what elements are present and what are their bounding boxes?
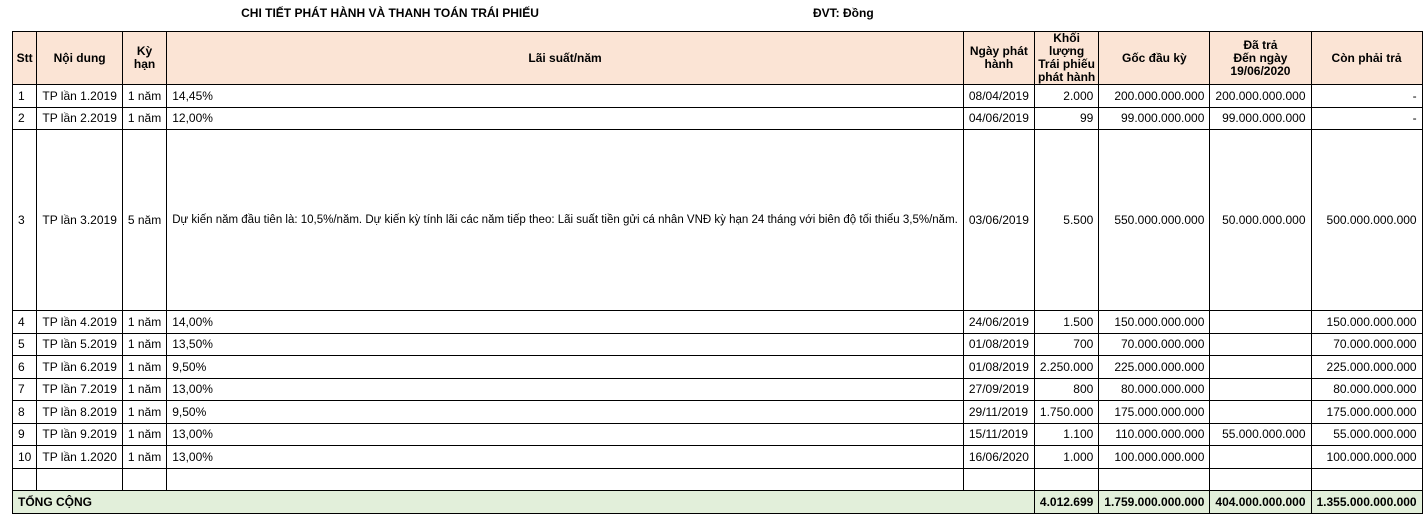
cell-da-tra (1210, 378, 1311, 401)
cell-khoi-luong: 1.100 (1034, 423, 1098, 446)
cell-con-phai-tra: 150.000.000.000 (1311, 311, 1422, 334)
empty-cell (37, 468, 123, 490)
cell-ky-han: 1 năm (122, 356, 166, 379)
col-header-da-tra-line1: Đã trả (1243, 37, 1278, 52)
empty-cell (167, 468, 964, 490)
col-header-ky-han: Kỳ hạn (122, 32, 166, 85)
cell-da-tra: 200.000.000.000 (1210, 85, 1311, 108)
cell-ngay-phat-hanh: 03/06/2019 (963, 130, 1034, 311)
cell-khoi-luong: 5.500 (1034, 130, 1098, 311)
table-row (13, 85, 1423, 108)
empty-cell (1034, 468, 1098, 490)
cell-stt: 3 (13, 130, 37, 311)
cell-goc-dau-ky: 200.000.000.000 (1099, 85, 1210, 108)
cell-goc-dau-ky: 99.000.000.000 (1099, 107, 1210, 130)
cell-da-tra (1210, 356, 1311, 379)
table-row (13, 311, 1423, 334)
report-title: CHI TIẾT PHÁT HÀNH VÀ THANH TOÁN TRÁI PHIẾU (241, 6, 539, 20)
cell-ky-han: 1 năm (122, 333, 166, 356)
empty-cell (122, 468, 166, 490)
col-header-noi-dung: Nội dung (37, 32, 123, 85)
cell-khoi-luong: 1.000 (1034, 446, 1098, 469)
cell-ky-han: 1 năm (122, 311, 166, 334)
empty-cell (13, 468, 37, 490)
cell-ngay-phat-hanh: 01/08/2019 (963, 356, 1034, 379)
cell-con-phai-tra: 100.000.000.000 (1311, 446, 1422, 469)
table-row (13, 107, 1423, 130)
cell-khoi-luong: 700 (1034, 333, 1098, 356)
cell-khoi-luong: 800 (1034, 378, 1098, 401)
cell-lai-suat: 13,00% (167, 423, 964, 446)
cell-con-phai-tra: 55.000.000.000 (1311, 423, 1422, 446)
cell-stt: 9 (13, 423, 37, 446)
cell-goc-dau-ky: 100.000.000.000 (1099, 446, 1210, 469)
cell-con-phai-tra: 225.000.000.000 (1311, 356, 1422, 379)
cell-ngay-phat-hanh: 01/08/2019 (963, 333, 1034, 356)
cell-noi-dung: TP lần 2.2019 (37, 107, 123, 130)
cell-noi-dung: TP lần 5.2019 (37, 333, 123, 356)
cell-lai-suat: Dự kiến năm đầu tiên là: 10,5%/năm. Dự kiến kỳ tính lãi các năm tiếp theo: Lãi suất tiền gửi cá nhân VNĐ kỳ hạn 24 tháng với biên độ tối thiểu 3,5%/năm. (167, 130, 964, 311)
cell-khoi-luong: 2.000 (1034, 85, 1098, 108)
cell-stt: 7 (13, 378, 37, 401)
cell-lai-suat: 14,45% (167, 85, 964, 108)
cell-stt: 5 (13, 333, 37, 356)
col-header-da-tra-line2: Đến ngày 19/06/2020 (1230, 50, 1291, 78)
cell-ngay-phat-hanh: 15/11/2019 (963, 423, 1034, 446)
cell-stt: 10 (13, 446, 37, 469)
bond-table (12, 31, 1423, 514)
cell-da-tra (1210, 446, 1311, 469)
cell-lai-suat: 14,00% (167, 311, 964, 334)
cell-goc-dau-ky: 110.000.000.000 (1099, 423, 1210, 446)
empty-cell (1210, 468, 1311, 490)
col-header-goc-dau-ky: Gốc đầu kỳ (1099, 32, 1210, 85)
cell-noi-dung: TP lần 8.2019 (37, 401, 123, 424)
total-khoi-luong: 4.012.699 (1034, 490, 1098, 513)
cell-ky-han: 1 năm (122, 107, 166, 130)
cell-stt: 8 (13, 401, 37, 424)
col-header-lai-suat: Lãi suất/năm (167, 32, 964, 85)
currency-unit: ĐVT: Đồng (813, 6, 874, 20)
cell-noi-dung: TP lần 9.2019 (37, 423, 123, 446)
cell-khoi-luong: 2.250.000 (1034, 356, 1098, 379)
cell-goc-dau-ky: 175.000.000.000 (1099, 401, 1210, 424)
cell-ky-han: 1 năm (122, 378, 166, 401)
empty-cell (963, 468, 1034, 490)
col-header-stt: Stt (13, 32, 37, 85)
cell-ky-han: 5 năm (122, 130, 166, 311)
cell-noi-dung: TP lần 3.2019 (37, 130, 123, 311)
cell-lai-suat: 12,00% (167, 107, 964, 130)
cell-lai-suat: 9,50% (167, 401, 964, 424)
col-header-da-tra (1210, 32, 1311, 85)
cell-ky-han: 1 năm (122, 401, 166, 424)
col-header-ngay-phat-hanh: Ngày phát hành (963, 32, 1034, 85)
total-goc-dau-ky: 1.759.000.000.000 (1099, 490, 1210, 513)
empty-cell (1099, 468, 1210, 490)
cell-ngay-phat-hanh: 16/06/2020 (963, 446, 1034, 469)
cell-da-tra (1210, 401, 1311, 424)
table-row (13, 356, 1423, 379)
cell-ky-han: 1 năm (122, 85, 166, 108)
cell-con-phai-tra: 175.000.000.000 (1311, 401, 1422, 424)
total-da-tra: 404.000.000.000 (1210, 490, 1311, 513)
cell-da-tra (1210, 311, 1311, 334)
cell-khoi-luong: 99 (1034, 107, 1098, 130)
cell-lai-suat: 9,50% (167, 356, 964, 379)
cell-da-tra: 99.000.000.000 (1210, 107, 1311, 130)
cell-khoi-luong: 1.500 (1034, 311, 1098, 334)
table-row (13, 333, 1423, 356)
cell-da-tra: 55.000.000.000 (1210, 423, 1311, 446)
cell-ky-han: 1 năm (122, 446, 166, 469)
table-row (13, 401, 1423, 424)
cell-ngay-phat-hanh: 04/06/2019 (963, 107, 1034, 130)
cell-ngay-phat-hanh: 24/06/2019 (963, 311, 1034, 334)
cell-con-phai-tra: 500.000.000.000 (1311, 130, 1422, 311)
cell-ngay-phat-hanh: 27/09/2019 (963, 378, 1034, 401)
cell-con-phai-tra: 80.000.000.000 (1311, 378, 1422, 401)
cell-goc-dau-ky: 150.000.000.000 (1099, 311, 1210, 334)
cell-noi-dung: TP lần 6.2019 (37, 356, 123, 379)
total-con-phai-tra: 1.355.000.000.000 (1311, 490, 1422, 513)
cell-con-phai-tra: 70.000.000.000 (1311, 333, 1422, 356)
table-row (13, 423, 1423, 446)
cell-noi-dung: TP lần 1.2020 (37, 446, 123, 469)
cell-goc-dau-ky: 225.000.000.000 (1099, 356, 1210, 379)
empty-cell (1311, 468, 1422, 490)
cell-ngay-phat-hanh: 08/04/2019 (963, 85, 1034, 108)
total-row (13, 490, 1423, 513)
table-row (13, 378, 1423, 401)
total-label: TỔNG CỘNG (13, 490, 1035, 513)
table-header-row (13, 32, 1423, 85)
cell-con-phai-tra: - (1311, 85, 1422, 108)
cell-goc-dau-ky: 80.000.000.000 (1099, 378, 1210, 401)
cell-lai-suat: 13,50% (167, 333, 964, 356)
cell-noi-dung: TP lần 7.2019 (37, 378, 123, 401)
cell-da-tra (1210, 333, 1311, 356)
cell-da-tra: 50.000.000.000 (1210, 130, 1311, 311)
cell-noi-dung: TP lần 4.2019 (37, 311, 123, 334)
cell-ky-han: 1 năm (122, 423, 166, 446)
cell-stt: 1 (13, 85, 37, 108)
cell-goc-dau-ky: 550.000.000.000 (1099, 130, 1210, 311)
cell-lai-suat: 13,00% (167, 446, 964, 469)
col-header-con-phai-tra: Còn phải trả (1311, 32, 1422, 85)
cell-stt: 2 (13, 107, 37, 130)
cell-stt: 4 (13, 311, 37, 334)
cell-stt: 6 (13, 356, 37, 379)
table-row (13, 446, 1423, 469)
table-body (13, 85, 1423, 491)
col-header-khoi-luong: Khối lượng Trái phiếu phát hành (1034, 32, 1098, 85)
table-row (13, 130, 1423, 311)
cell-lai-suat: 13,00% (167, 378, 964, 401)
cell-goc-dau-ky: 70.000.000.000 (1099, 333, 1210, 356)
blank-row (13, 468, 1423, 490)
cell-khoi-luong: 1.750.000 (1034, 401, 1098, 424)
cell-con-phai-tra: - (1311, 107, 1422, 130)
cell-ngay-phat-hanh: 29/11/2019 (963, 401, 1034, 424)
cell-noi-dung: TP lần 1.2019 (37, 85, 123, 108)
